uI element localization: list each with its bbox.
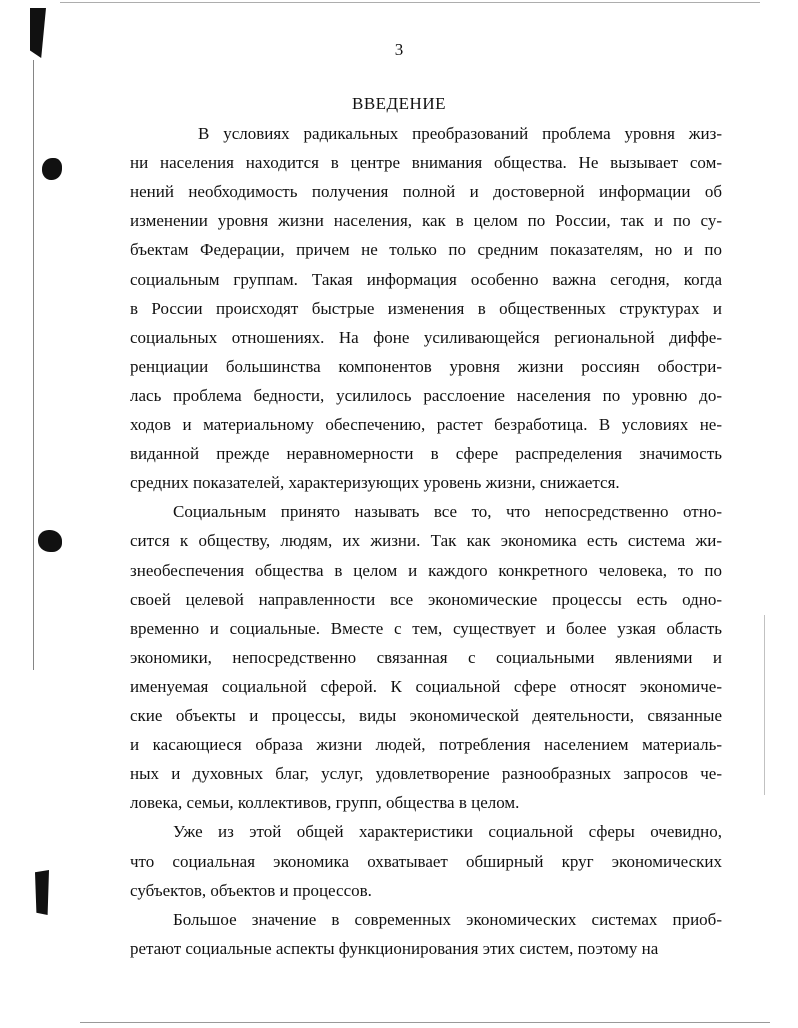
text-line: ренциации большинства компонентов уровня жизни россиян обостри- [130, 357, 722, 376]
text-line: знеобеспечения общества в целом и каждого конкретного человека, то по [130, 561, 722, 580]
text-line: своей целевой направленности все экономические процессы есть одно- [130, 590, 722, 609]
text-line: именуемая социальной сферой. К социальной сфере относят экономиче- [130, 677, 722, 696]
right-margin-line [764, 615, 765, 795]
text-line: социальным группам. Такая информация особенно важна сегодня, когда [130, 270, 722, 289]
left-margin-line [33, 60, 34, 670]
text-line: бъектам Федерации, причем не только по средним показателям, но и по [130, 240, 722, 259]
hole-punch-mark-lower [38, 530, 62, 552]
text-line: Уже из этой общей характеристики социальной сферы очевидно, [173, 822, 722, 841]
text-line: в России происходят быстрые изменения в общественных структурах и [130, 299, 722, 318]
binding-mark-bottom [35, 870, 49, 915]
text-line: ных и духовных благ, услуг, удовлетворение разнообразных запросов че- [130, 764, 722, 783]
text-line: ходов и материальному обеспечению, растет безработица. В условиях не- [130, 415, 722, 434]
text-line: виданной прежде неравномерности в сфере распределения значимость [130, 444, 722, 463]
text-line: ретают социальные аспекты функционирования этих систем, поэтому на [130, 939, 659, 958]
text-line: нений необходимость получения полной и достоверной информации об [130, 182, 722, 201]
text-line: что социальная экономика охватывает обширный круг экономических [130, 852, 722, 871]
text-line: Большое значение в современных экономических системах приоб- [173, 910, 722, 929]
text-line: ловека, семьи, коллективов, групп, общества в целом. [130, 793, 520, 812]
text-line: средних показателей, характеризующих уровень жизни, снижается. [130, 473, 620, 492]
bottom-edge-line [80, 1022, 770, 1023]
section-title: ВВЕДЕНИЕ [352, 94, 446, 113]
text-line: субъектов, объектов и процессов. [130, 881, 372, 900]
text-line: лась проблема бедности, усилилось расслоение населения по уровню до- [130, 386, 722, 405]
text-line: изменении уровня жизни населения, как в целом по России, так и по су- [130, 211, 722, 230]
page-number: 3 [394, 40, 404, 59]
top-edge-line [60, 2, 760, 3]
text-line: социальных отношениях. На фоне усиливающейся региональной диффе- [130, 328, 722, 347]
hole-punch-mark-upper [42, 158, 62, 180]
text-line: Социальным принято называть все то, что непосредственно отно- [173, 502, 722, 521]
text-line: и касающиеся образа жизни людей, потребления населением материаль- [130, 735, 722, 754]
text-line: временно и социальные. Вместе с тем, существует и более узкая область [130, 619, 722, 638]
text-line: экономики, непосредственно связанная с социальными явлениями и [130, 648, 722, 667]
text-line: ские объекты и процессы, виды экономической деятельности, связанные [130, 706, 722, 725]
text-line: ни населения находится в центре внимания общества. Не вызывает сом- [130, 153, 722, 172]
text-line: В условиях радикальных преобразований проблема уровня жиз- [198, 124, 722, 143]
text-line: сится к обществу, людям, их жизни. Так как экономика есть система жи- [130, 531, 722, 550]
